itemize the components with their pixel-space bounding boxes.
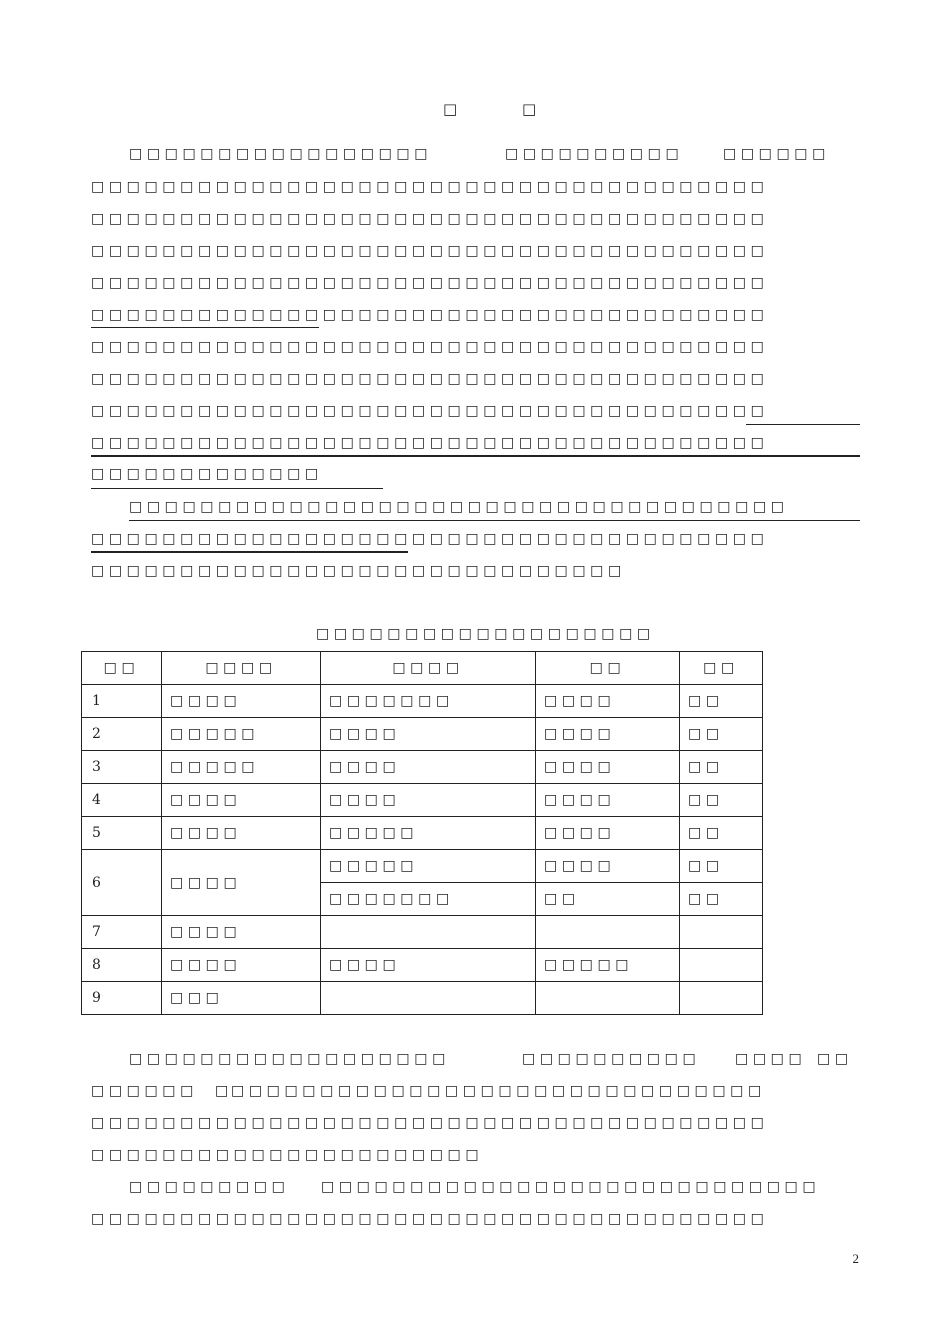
- row-number: 8: [82, 949, 162, 982]
- table-cell: □□□□: [536, 817, 680, 850]
- table-row: [82, 949, 763, 982]
- table-header-cell: □□: [680, 652, 763, 685]
- para3-line1-part-d: □□: [817, 1051, 853, 1067]
- para1-line: □□□□□□□□□□□□□□□□□□□□□□□□□□□□□□□□□□□□□□: [91, 179, 769, 195]
- table-cell: [321, 982, 536, 1015]
- table-row: [82, 784, 763, 817]
- underline-rule: [746, 424, 860, 425]
- para1-line: □□□□□□□□□□□□□: [91, 466, 323, 482]
- para3-line1-part-b: □□□□□□□□□□: [522, 1051, 701, 1067]
- table-cell: □□: [536, 883, 680, 916]
- table-cell: □□□□: [162, 817, 321, 850]
- table-cell: □□□□□: [321, 817, 536, 850]
- table-cell: □□□□□□□: [321, 883, 536, 916]
- para3-line2-part-a: □□□□□□: [91, 1083, 198, 1099]
- table-cell: □□□□□: [536, 949, 680, 982]
- para3-line: □□□□□□□□□□□□□□□□□□□□□□□□□□□□□□□□□□□□□□: [91, 1115, 769, 1131]
- para1-line1-part-a: □□□□□□□□□□□□□□□□□: [129, 146, 433, 162]
- para4-line: □□□□□□□□□□□□□□□□□□□□□□□□□□□□□□□□□□□□□□: [91, 1211, 769, 1227]
- underline-rule-thick: [91, 455, 860, 457]
- para4-line1-part-b: □□□□□□□□□□□□□□□□□□□□□□□□□□□□: [321, 1179, 821, 1195]
- row-number: 7: [82, 916, 162, 949]
- table-cell: [680, 982, 763, 1015]
- table-caption: □□□□□□□□□□□□□□□□□□□: [316, 626, 655, 642]
- table-cell: □□□□□: [162, 718, 321, 751]
- table-cell: [536, 916, 680, 949]
- table-cell: □□□□: [536, 685, 680, 718]
- table-cell: □□: [680, 883, 763, 916]
- page-number: 2: [852, 1251, 859, 1266]
- underline-rule: [91, 488, 383, 489]
- para3-line2-part-b: □: [215, 1083, 233, 1099]
- para1-line: □□□□□□□□□□□□□□□□□□□□□□□□□□□□□□□□□□□□□□: [91, 307, 769, 323]
- table-row: [82, 982, 763, 1015]
- table-cell: [680, 916, 763, 949]
- para2-line: □□□□□□□□□□□□□□□□□□□□□□□□□□□□□□□□□□□□□: [129, 499, 789, 515]
- row-number: 4: [82, 784, 162, 817]
- table-cell: □□□□: [162, 949, 321, 982]
- table-cell: □□: [680, 685, 763, 718]
- table-cell: □□□□: [162, 784, 321, 817]
- table-cell: □□□□: [536, 850, 680, 883]
- table-cell: □□□□: [536, 751, 680, 784]
- para3-line1-part-c: □□□□: [735, 1051, 807, 1067]
- table-cell: [321, 916, 536, 949]
- table-row: [82, 751, 763, 784]
- table-cell: [536, 982, 680, 1015]
- table-cell: □□□□: [162, 916, 321, 949]
- data-table: [81, 651, 763, 1015]
- heading-left-char: □: [443, 100, 462, 118]
- table-cell: □□: [680, 784, 763, 817]
- row-number: 5: [82, 817, 162, 850]
- heading-right-char: □: [522, 100, 541, 118]
- table-cell: □□□: [162, 982, 321, 1015]
- para1-line: □□□□□□□□□□□□□□□□□□□□□□□□□□□□□□□□□□□□□□: [91, 339, 769, 355]
- table-cell: □□□□: [536, 718, 680, 751]
- para1-line: □□□□□□□□□□□□□□□□□□□□□□□□□□□□□□□□□□□□□□: [91, 403, 769, 419]
- para2-line: □□□□□□□□□□□□□□□□□□□□□□□□□□□□□□□□□□□□□□: [91, 531, 769, 547]
- para1-line1-part-c: □□□□□□: [723, 146, 830, 162]
- table-cell: □□□□: [321, 718, 536, 751]
- table-cell: □□□□: [162, 685, 321, 718]
- table-cell: □□□□: [162, 850, 321, 916]
- para1-line: □□□□□□□□□□□□□□□□□□□□□□□□□□□□□□□□□□□□□□: [91, 435, 769, 451]
- table-cell: □□: [680, 751, 763, 784]
- table-cell: □□: [680, 817, 763, 850]
- table-cell: □□□□: [321, 751, 536, 784]
- para4-line1-part-a: □□□□□□□□□: [129, 1179, 290, 1195]
- table-cell: □□: [680, 850, 763, 883]
- para1-line: □□□□□□□□□□□□□□□□□□□□□□□□□□□□□□□□□□□□□□: [91, 371, 769, 387]
- underline-rule-thick: [91, 551, 408, 553]
- para3-line: □□□□□□□□□□□□□□□□□□□□□□: [91, 1147, 484, 1163]
- table-cell: □□□□□: [321, 850, 536, 883]
- table-header-cell: □□: [536, 652, 680, 685]
- table-row: [82, 718, 763, 751]
- table-cell: □□□□□□□: [321, 685, 536, 718]
- para1-line: □□□□□□□□□□□□□□□□□□□□□□□□□□□□□□□□□□□□□□: [91, 275, 769, 291]
- underline-rule: [129, 520, 860, 521]
- table-header-cell: □□□□: [162, 652, 321, 685]
- table-cell: [680, 949, 763, 982]
- para3-line1-part-a: □□□□□□□□□□□□□□□□□□: [129, 1051, 450, 1067]
- underline-rule: [91, 327, 319, 328]
- para3-line2-part-c: □□□□□□□□□□□□□□□□□□□□□□□□□□□□□□: [231, 1083, 766, 1099]
- para2-line: □□□□□□□□□□□□□□□□□□□□□□□□□□□□□□: [91, 563, 626, 579]
- para1-line: □□□□□□□□□□□□□□□□□□□□□□□□□□□□□□□□□□□□□□: [91, 211, 769, 227]
- table-header-row: [82, 652, 763, 685]
- table-cell: □□□□: [321, 784, 536, 817]
- row-number: 9: [82, 982, 162, 1015]
- table-row: [82, 850, 763, 883]
- para1-line: □□□□□□□□□□□□□□□□□□□□□□□□□□□□□□□□□□□□□□: [91, 243, 769, 259]
- table-cell: □□□□□: [162, 751, 321, 784]
- table-header-cell: □□□□: [321, 652, 536, 685]
- row-number: 3: [82, 751, 162, 784]
- row-number: 2: [82, 718, 162, 751]
- row-number: 6: [82, 850, 162, 916]
- row-number: 1: [82, 685, 162, 718]
- table-row: [82, 685, 763, 718]
- table-cell: □□□□: [321, 949, 536, 982]
- table-row: [82, 817, 763, 850]
- table-row: [82, 916, 763, 949]
- table-header-cell: □□: [82, 652, 162, 685]
- table-cell: □□: [680, 718, 763, 751]
- table-cell: □□□□: [536, 784, 680, 817]
- para1-line1-part-b: □□□□□□□□□□: [505, 146, 684, 162]
